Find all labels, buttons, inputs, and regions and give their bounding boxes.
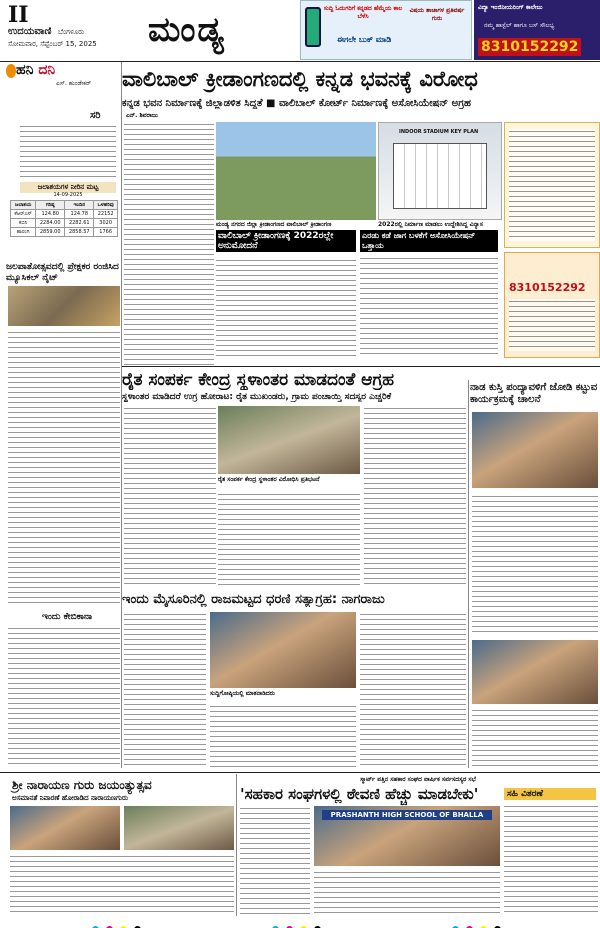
masthead-divider	[0, 61, 600, 62]
bottom-mid-kicker: ಸ್ಮಾರ್ಟ್ ಪತ್ತಿನ ಸಹಕಾರ ಸಂಘದ ವಾರ್ಷಿಕ ಸರ್ವಸದಸ್ಯರ ಸಭೆ	[360, 776, 476, 783]
story4-text-col2	[210, 704, 356, 768]
bottom-left-headline[interactable]: ಶ್ರೀ ನಾರಾಯಣ ಗುರು ಜಯಂತ್ಯುತ್ಸವ	[12, 778, 152, 792]
right-ad-box[interactable]	[504, 252, 600, 358]
bottom-mid-text-col1	[240, 806, 310, 914]
stadium-photo-caption: ಮಂಡ್ಯ ನಗರದ ಜಿಲ್ಲಾ ಕ್ರೀಡಾಂಗಣದ ವಾಲಿಬಾಲ್ ಕ್ರೀಡಾಂಗಣ	[216, 221, 332, 228]
edition-city: ಬೆಂಗಳೂರು	[57, 28, 85, 36]
story4-photo	[210, 612, 356, 688]
section-divider	[122, 366, 600, 367]
table-cell: ಹಾರಂಗಿ	[11, 228, 36, 237]
column-divider	[236, 774, 237, 916]
ad-phone: 8310152292	[478, 38, 581, 56]
table-header: ಇಂದಿನ	[65, 201, 94, 210]
column-title-part1: ಹನಿ	[16, 62, 34, 78]
left-story-headline[interactable]: ಜಲಪಾತೋತ್ಸವದಲ್ಲಿ ಪ್ರೇಕ್ಷಕರ ರಂಜಿಸಿದ ಮ್ಯೂಸಿಕಲ್ ನೈಟ್	[6, 262, 119, 283]
stadium-photo	[216, 122, 376, 220]
story3-text-2	[472, 708, 598, 768]
story3-headline[interactable]: ನಾಡ ಕುಸ್ತಿ ಪಂದ್ಯಾವಳಿಗೆ ಜೋಡಿ ಕಟ್ಟುವ ಕಾರ್ಯಕ್ರಮಕ್ಕೆ ಚಾಲನೆ	[470, 382, 598, 405]
story2-text-col1	[124, 406, 216, 586]
issue-date: ಸೋಮವಾರ, ಸೆಪ್ಟೆಂಬರ್ 15, 2025	[8, 40, 97, 48]
page-number: II	[8, 2, 29, 28]
left-story-text	[8, 330, 120, 606]
plan-caption: 2022ರಲ್ಲಿ ನಿರ್ಮಾಣ ಮಾಡಲು ಉದ್ದೇಶಿಸಿದ್ದ ವಿನ್ಯಾಸ	[378, 221, 483, 228]
story4-text-col3	[360, 612, 466, 768]
bottom-divider	[0, 772, 600, 773]
column-title-part2: ದನಿ	[38, 62, 56, 78]
column-title	[16, 62, 55, 78]
table-cell: 124.78	[65, 210, 94, 219]
table-header: ಗರಿಷ್ಠ	[36, 201, 65, 210]
plan-grid	[393, 143, 487, 209]
today-events-heading: ಇಂದು ಕೇಬಿಕಾನಾ	[42, 612, 93, 622]
table-cell: 2282.61	[65, 219, 94, 228]
table-cell: 124.80	[36, 210, 65, 219]
right-notice	[504, 122, 600, 248]
story3-text	[472, 494, 598, 634]
reservoir-table	[10, 200, 118, 237]
approval-box-title: ವಾಲಿಬಾಲ್ ಕ್ರೀಡಾಂಗಣಕ್ಕೆ 2022ರಲ್ಲೇ ಅನುಮೋದನೆ	[216, 230, 356, 252]
column-heading: ಸರಿ	[90, 110, 101, 121]
ad-line-3: ಈಗಲೇ ಬುಕ್ ಮಾಡಿ	[337, 35, 392, 44]
table-row	[11, 228, 118, 237]
advertisement-center[interactable]	[300, 0, 472, 60]
bottom-mid-headline[interactable]: 'ಸಹಕಾರ ಸಂಘಗಳಲ್ಲಿ ಠೇವಣಿ ಹೆಚ್ಚು ಮಾಡಬೇಕು'	[240, 785, 479, 803]
ad-title: ವಿದ್ಯಾ ಇಂಜಿನೀಯರಿಂಗ್ ಕಾಲೇಜು	[478, 4, 543, 11]
plan-drawing	[378, 122, 502, 220]
story2-caption: ರೈತ ಸಂಪರ್ಕ ಕೇಂದ್ರ ಸ್ಥಳಾಂತರ ವಿರೋಧಿಸಿ ಪ್ರತಿಭಟನೆ	[218, 476, 320, 483]
bottom-left-text	[10, 854, 234, 914]
table-cell: ಕೆಆರ್‌ಎಸ್	[11, 210, 36, 219]
table-row	[11, 210, 118, 219]
reservoir-date: 14-09-2025	[53, 192, 83, 198]
column-divider	[121, 62, 122, 768]
table-cell: 2284.00	[36, 219, 65, 228]
print-registration-marks	[92, 918, 143, 928]
advertisement-right[interactable]	[474, 0, 600, 60]
lead-text-col1	[124, 122, 214, 366]
print-registration-marks	[452, 918, 503, 928]
newspaper-title: ಉದಯವಾಣಿ	[8, 26, 52, 37]
table-cell: 1766	[94, 228, 118, 237]
ad-line-1: ಸುದ್ದಿ ಓದುಗರಿಗೆ ಕನ್ನಡದ ಹೆಮ್ಮೆಯ ಕಾಲ ಬೆಳೆಸಿ	[323, 5, 403, 20]
story2-text-col3	[364, 406, 466, 586]
story4-caption: ಸುದ್ದಿಗೋಷ್ಠಿಯಲ್ಲಿ ಮಾತನಾಡಿದರು	[210, 690, 275, 697]
association-box-title: ಎರಡು ಕಡೆ ಜಾಗ ಬಳಕೆಗೆ ಅಸೋಸಿಯೇಷನ್ ಒತ್ತಾಯ	[360, 230, 498, 252]
reservoir-title: ಜಲಾಶಯಗಳ ನೀರಿನ ಮಟ್ಟ	[20, 182, 116, 193]
story4-text-col1	[124, 612, 206, 768]
table-header: ಜಲಾಶಯ	[11, 201, 36, 210]
lead-subhead: ಕನ್ನಡ ಭವನ ನಿರ್ಮಾಣಕ್ಕೆ ಜಿಲ್ಲಾಡಳಿತ ಸಿದ್ಧತೆ ■ ವಾಲಿಬಾಲ್ ಕೋರ್ಟ್ ನಿರ್ಮಾಣಕ್ಕೆ ಅಸೋಸಿಯೇಷನ್ ಅಗ್ರಹ	[122, 98, 471, 109]
bottom-right-headline[interactable]: ಸಹಿ ವಿತರಣೆ	[504, 788, 596, 800]
right-ad-text	[509, 299, 595, 351]
school-sign: PRASHANTH HIGH SCHOOL OF BHALLA	[322, 810, 492, 820]
table-header-row	[11, 201, 118, 210]
association-box-text	[360, 256, 498, 358]
column-text	[20, 124, 116, 178]
right-notice-text	[509, 129, 595, 241]
approval-box-text	[216, 258, 356, 358]
story4-headline[interactable]: ಇಂದು ಮೈಸೂರಿನಲ್ಲಿ ರಾಜಮಟ್ಟದ ಧರಣಿ ಸತ್ಯಾಗ್ರಹ: ನಾಗರಾಜು	[122, 592, 385, 607]
ad-subtitle: ನಮ್ಮ ಹಾಸ್ಟೆಲ್ ಹಾಗೂ ಬಸ್ ಸೌಲಭ್ಯ	[484, 22, 555, 29]
right-ad-phone: 8310152292	[509, 281, 586, 294]
bottom-left-subhead: ಅಸಮಾನತೆ ನಿವಾರಣೆ ಹೋರಾಡಿದ ನಾರಾಯಣಗುರು	[12, 794, 128, 802]
bottom-left-photo	[10, 806, 120, 850]
plan-label: INDOOR STADIUM KEY PLAN	[399, 129, 479, 135]
story2-text-col2	[218, 492, 360, 586]
table-cell: 3020	[94, 219, 118, 228]
bottom-mid-text-col2	[314, 870, 500, 914]
left-story-photo	[8, 286, 120, 326]
bottom-right-text	[504, 804, 598, 914]
story2-photo	[218, 406, 360, 474]
table-cell: 22152	[94, 210, 118, 219]
phone-icon	[305, 7, 321, 47]
story2-headline[interactable]: ರೈತ ಸಂಪರ್ಕ ಕೇಂದ್ರ ಸ್ಥಳಾಂತರ ಮಾಡದಂತೆ ಆಗ್ರಹ	[122, 370, 395, 390]
story2-subhead: ಸ್ಥಳಾಂತರ ಮಾಡಿದರೆ ಉಗ್ರ ಹೋರಾಟ: ರೈತ ಮುಖಂಡರು, ಗ್ರಾಮ ಪಂಚಾಯ್ತಿ ಸದಸ್ಯರ ಎಚ್ಚರಿಕೆ	[122, 392, 392, 402]
column-author: ಎಸ್. ಹುಂಡೇಕರ್	[56, 80, 92, 87]
newspaper-name	[8, 26, 84, 37]
section-title: ಮಂಡ್ಯ	[148, 10, 226, 50]
story3-photo	[472, 412, 598, 488]
table-row	[11, 219, 118, 228]
bottom-mid-photo	[314, 806, 500, 866]
column-divider	[468, 380, 469, 768]
column-logo-icon	[6, 64, 16, 78]
story3-photo-2	[472, 640, 598, 704]
table-cell: 2859.00	[36, 228, 65, 237]
lead-headline[interactable]: ವಾಲಿಬಾಲ್ ಕ್ರೀಡಾಂಗಣದಲ್ಲಿ ಕನ್ನಡ ಭವನಕ್ಕೆ ವಿರೋಧ	[122, 66, 478, 91]
lead-byline: ಎನ್. ಶಿವರಾಜು	[126, 112, 158, 119]
ad-line-2: ವಿಷಯ ತಾಜಾಗಳ ಪ್ರತಿವರ್ಷ ಗುರು	[409, 7, 465, 22]
table-cell: 2858.57	[65, 228, 94, 237]
today-events-text	[8, 626, 120, 768]
print-registration-marks	[272, 918, 323, 928]
bottom-left-photo-2	[124, 806, 234, 850]
table-cell: ಕಬಿನಿ	[11, 219, 36, 228]
table-header: ಒಳಹರಿವು	[94, 201, 118, 210]
